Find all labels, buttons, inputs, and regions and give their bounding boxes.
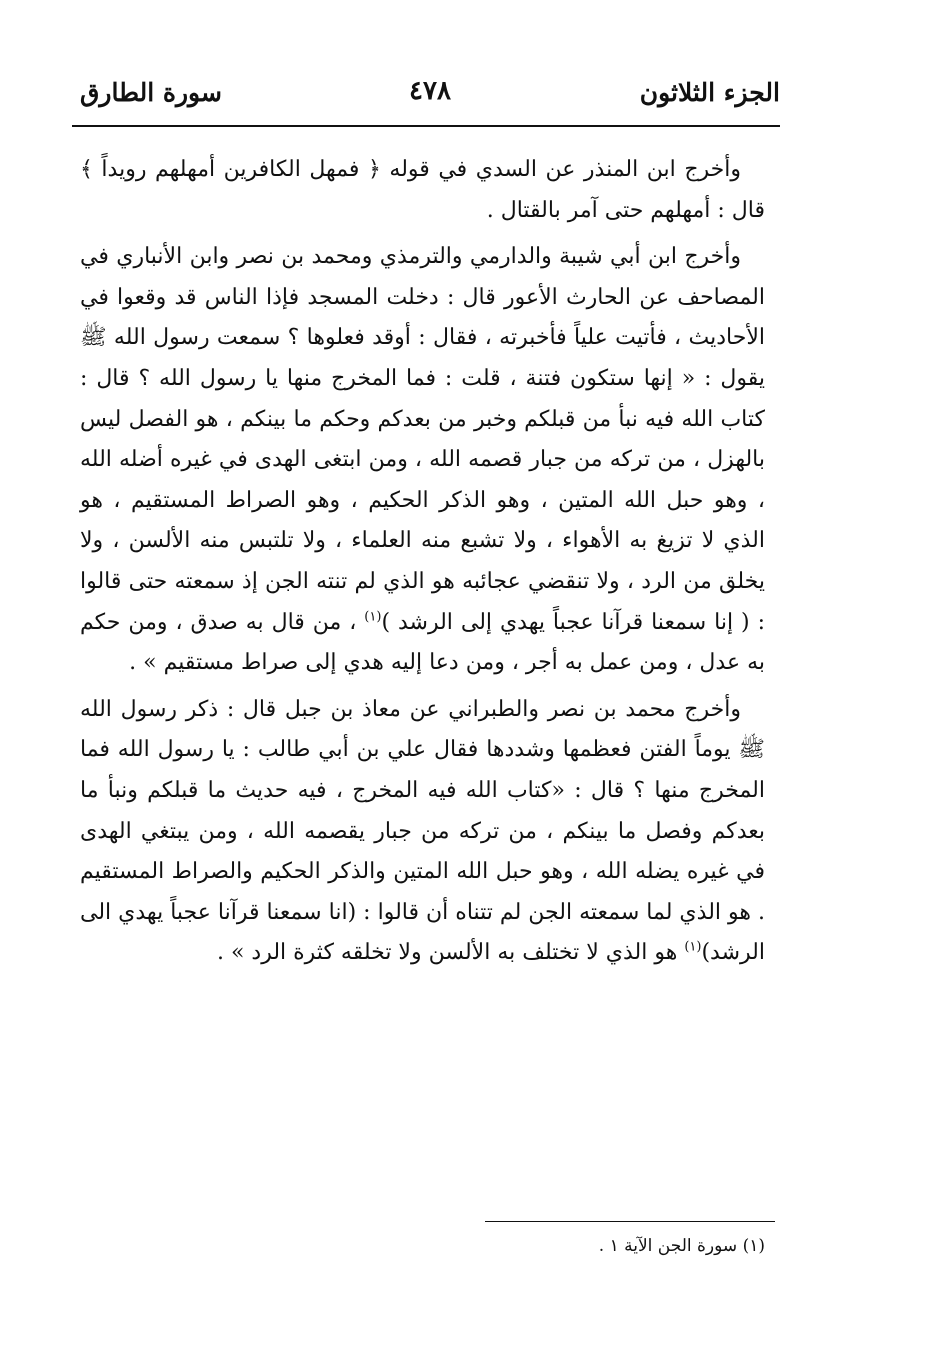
paragraph-2 [80, 237, 765, 684]
footnote: (١) سورة الجن الآية ١ . [598, 1236, 765, 1256]
paragraph-3-text-a: وأخرج محمد بن نصر والطبراني عن معاذ بن جبل قال : ذكر رسول الله ﷺ يوماً الفتن فعظمها وشددها فقال علي بن أبي طالب : يا رسول الله فما المخرج منها ؟ قال : «كتاب الله فيه المخرج ، فيه حديث ما قبلكم ونبأ ما بعدكم وفصل ما بينكم ، من تركه من جبار يقصمه الله ، ومن يبتغي الهدى في غيره يضله الله ، وهو حبل الله المتين والذكر الحكيم والصراط المستقيم . هو الذي لما سمعته الجن لم تتناه أن قالوا : (انا سمعنا قرآنا عجباً يهدي الى الرشد) [80, 696, 765, 966]
paragraph-3-text-b: هو الذي لا تختلف به الألسن ولا تخلقه كثرة الرد » . [216, 940, 685, 966]
page-number: ٤٧٨ [409, 76, 451, 106]
paragraph-1 [80, 150, 765, 231]
footnote-ref-2: (١) [684, 939, 702, 955]
footnote-rule [485, 1221, 775, 1222]
paragraph-2-text-b: ، من قال به صدق ، ومن حكم به عدل ، ومن عمل به أجر ، ومن دعا إليه هدي إلى صراط مستقيم » . [80, 609, 765, 676]
part-title: الجزء الثلاثون [639, 78, 780, 107]
surah-title: سورة الطارق [80, 78, 222, 107]
main-text [80, 150, 765, 980]
header-rule [72, 125, 780, 127]
paragraph-3 [80, 690, 765, 974]
page-header [80, 74, 780, 114]
paragraph-1-text: وأخرج ابن المنذر عن السدي في قوله ﴿ فمهل الكافرين أمهلهم رويداً ﴾ قال : أمهلهم حتى آمر بالقتال . [80, 157, 765, 223]
paragraph-2-text-a: وأخرج ابن أبي شيبة والدارمي والترمذي ومحمد بن نصر وابن الأنباري في المصاحف عن الحارث الأعور قال : دخلت المسجد فإذا الناس قد وقعوا في الأحاديث ، فأتيت علياً فأخبرته ، فقال : أوقد فعلوها ؟ سمعت رسول الله ﷺ يقول : « إنها ستكون فتنة ، قلت : فما المخرج منها يا رسول الله ؟ قال : كتاب الله فيه نبأ من قبلكم وخبر من بعدكم وحكم ما بينكم ، هو الفصل ليس بالهزل ، من تركه من جبار قصمه الله ، ومن ابتغى الهدى في غيره أضله الله ، وهو حبل الله المتين ، وهو الذكر الحكيم ، وهو الصراط المستقيم ، هو الذي لا تزيغ به الأهواء ، ولا تشبع منه العلماء ، ولا تلتبس منه الألسن ، ولا يخلق من الرد ، ولا تنقضي عجائبه هو الذي لم تنته الجن إذ سمعته حتى قالوا : ( إنا سمعنا قرآنا عجباً يهدي إلى الرشد ) [80, 244, 765, 635]
footnote-ref-1: (١) [364, 609, 382, 625]
